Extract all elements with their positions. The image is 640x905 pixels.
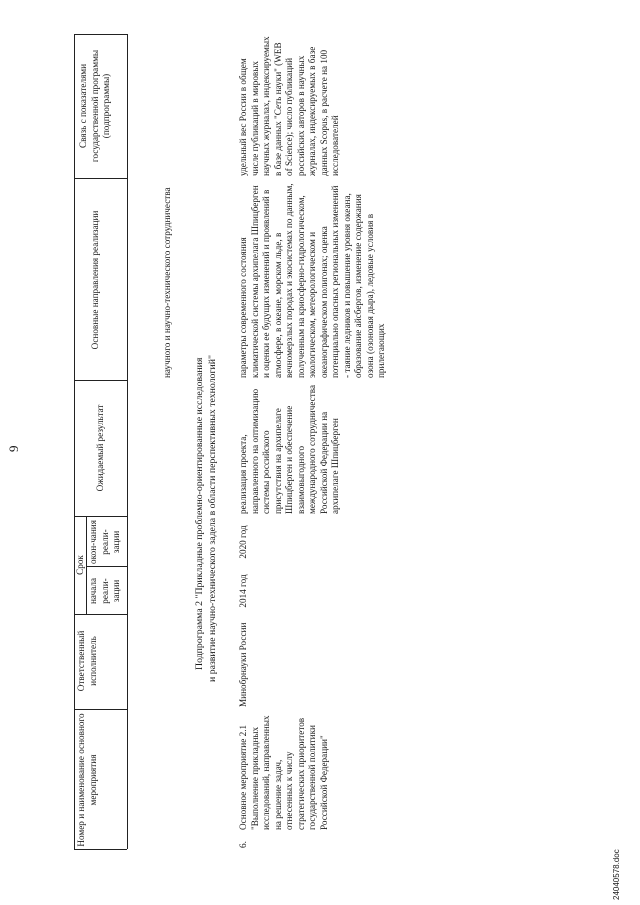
- header-term-start: начала реали-зации: [88, 577, 121, 605]
- header-divider-6: [74, 709, 127, 710]
- subprogram-title-line2: и развитие научно-технического задела в области перспективных технологий": [207, 355, 218, 682]
- header-bottom-border: [127, 34, 128, 849]
- page-number: 9: [6, 445, 21, 452]
- header-col5: Ожидаемый результат: [95, 404, 105, 492]
- header-col2: Ответственный исполнитель: [76, 630, 98, 692]
- table-left-border: [74, 34, 75, 849]
- file-tag: 24040578.doc: [612, 849, 621, 900]
- header-col6: Основные направления реализации: [90, 210, 100, 350]
- header-col7: Связь с показателями государственной программы (подпрограммы): [78, 49, 111, 163]
- row-activity-name: Основное мероприятие 2.1 "Выполнение прикладных исследований, направленных на решение задач, отнесенных к числу стратегических приоритетов государственной политики Российской Федерации": [238, 715, 329, 830]
- row-expected-result: реализация проекта, направленного на оптимизацию системы российского присутствия на архипелаге Шпицберген и обеспечение взаимовыгодного международного сотрудничества Российской Федерации на архипелаге Шпицберген: [238, 384, 340, 514]
- table-top-border: [74, 34, 127, 35]
- row-start-year: 2014 год: [238, 574, 248, 608]
- header-term-group: Срок: [75, 555, 85, 575]
- header-divider-2: [74, 380, 127, 381]
- subprogram-title-line1: Подпрограмма 2 "Прикладные проблемно-ориентированные исследования: [194, 357, 205, 670]
- row-executor: Минобрнауки России: [238, 622, 248, 707]
- row-directions: параметры современного состояния климатической системы архипелага Шпицберген и оценки ее будущих изменений и проявлений в атмосфере, в океане, морском льде, в вечномерзлых породах и экосистемах по данным, полученным на криосферно-гидрологическом, экологическом, метеорологическом и океанографическом полигонах; оценка потенциально опасных региональных изменений - таяние ледников и повышение уровня океана, образование айсбергов, изменение содержания озона (озоновая дыра), ледовые условия в прилегающих: [238, 183, 386, 378]
- header-divider-1: [74, 178, 127, 179]
- row-indicators: удельный вес России в общем числе публикаций в мировых научных журналах, индексируемых в базе данных "Сеть науки" (WEB of Science); число публикаций российских авторов в научных журналах, индексируемых в базе данных Scopus, в расчете на 100 исследователей: [238, 36, 340, 176]
- row-end-year: 2020 год: [238, 525, 248, 559]
- carry-over-text: научного и научно-технического сотрудничества: [162, 187, 172, 378]
- table-bottom-border: [74, 849, 127, 850]
- header-divider-4: [86, 566, 127, 567]
- header-col1: Номер и наименование основного мероприятия: [76, 713, 98, 847]
- row-number: 6.: [238, 841, 248, 848]
- header-term-end: окон-чания реали-зации: [88, 520, 121, 564]
